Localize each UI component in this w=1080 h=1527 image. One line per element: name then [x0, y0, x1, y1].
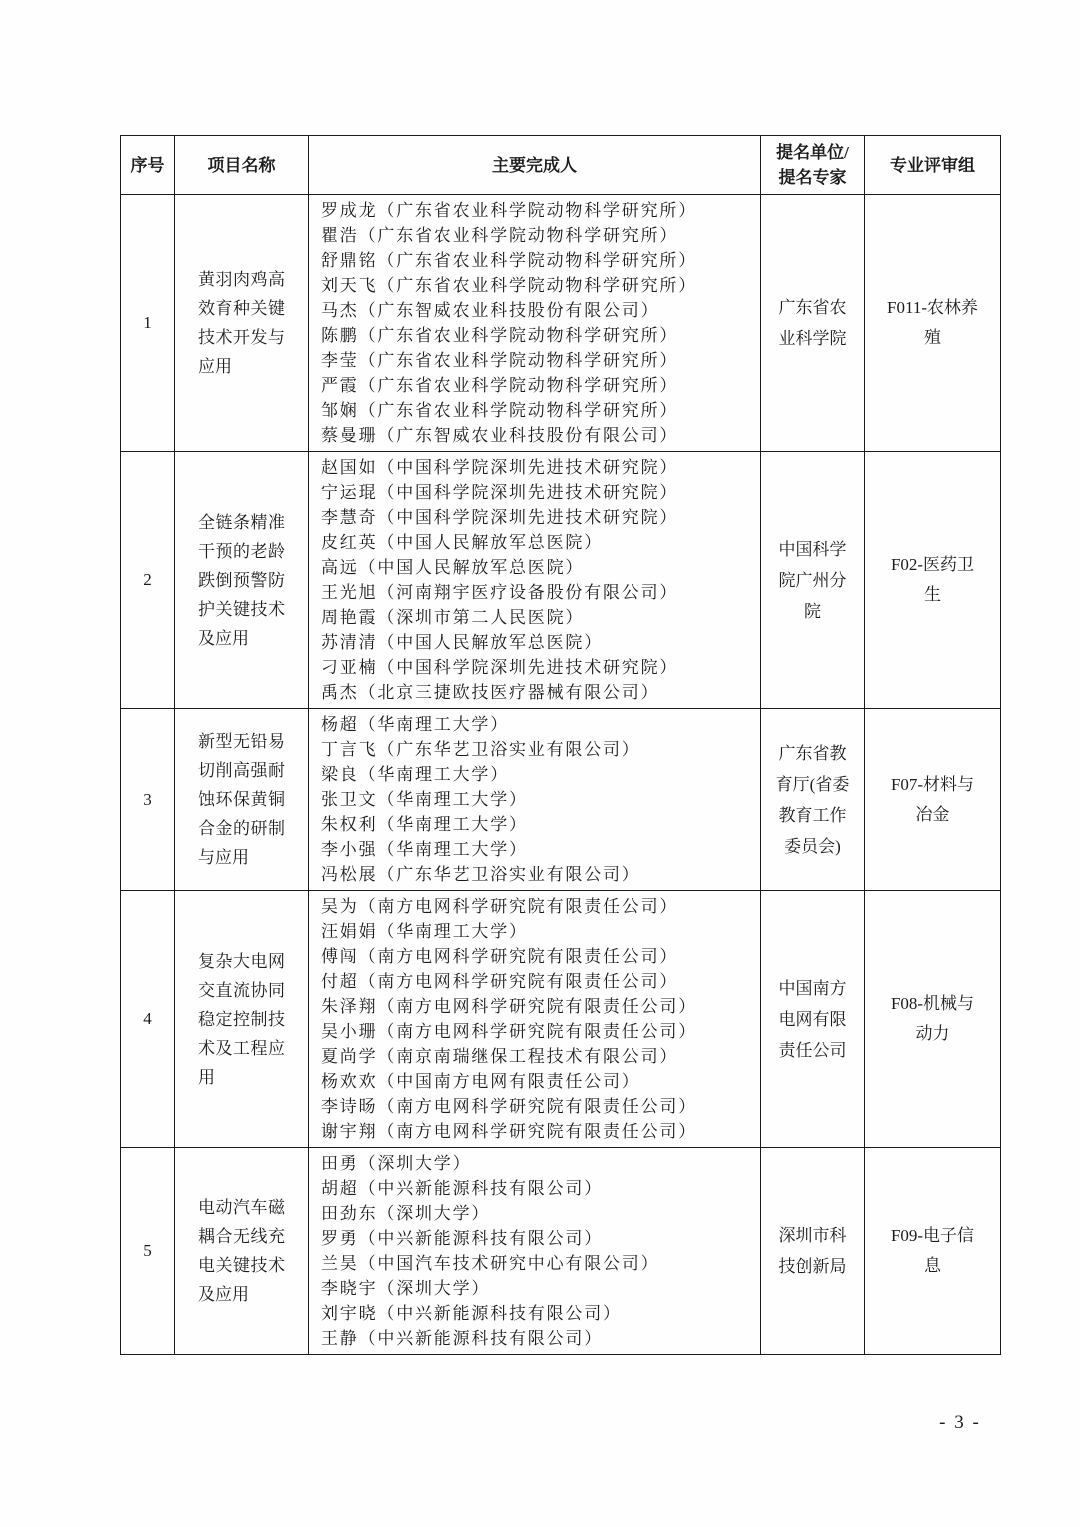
- contributor-line: 李晓宇（深圳大学）: [321, 1279, 491, 1298]
- table-row: [121, 1148, 1001, 1355]
- contributor-line: 周艳霞（深圳市第二人民医院）: [321, 608, 585, 627]
- contributor-line: 高远（中国人民解放军总医院）: [321, 558, 585, 577]
- contributor-line: 邹娴（广东省农业科学院动物科学研究所）: [321, 401, 679, 420]
- contributor-list: [321, 198, 754, 448]
- row-nominator-cell: 中国科学院广州分院: [761, 452, 865, 709]
- contributor-line: 李慧奇（中国科学院深圳先进技术研究院）: [321, 508, 679, 527]
- page-number: - 3 -: [939, 1412, 981, 1433]
- row-nominator-cell: 中国南方电网有限责任公司: [761, 891, 865, 1148]
- contributor-line: 汪娟娟（华南理工大学）: [321, 922, 528, 941]
- contributor-line: 李小强（华南理工大学）: [321, 840, 528, 859]
- row-project-cell: 电动汽车磁耦合无线充电关键技术及应用: [175, 1148, 309, 1355]
- contributor-line: 严霞（广东省农业科学院动物科学研究所）: [321, 376, 679, 395]
- row-index-cell: 5: [121, 1148, 175, 1355]
- row-index-cell: 4: [121, 891, 175, 1148]
- contributor-line: 田勇（深圳大学）: [321, 1154, 472, 1173]
- row-contributors-cell: [309, 891, 761, 1148]
- contributor-line: 李诗旸（南方电网科学研究院有限责任公司）: [321, 1097, 697, 1116]
- contributor-line: 舒鼎铭（广东省农业科学院动物科学研究所）: [321, 251, 697, 270]
- contributor-line: 罗成龙（广东省农业科学院动物科学研究所）: [321, 201, 697, 220]
- contributor-line: 谢宇翔（南方电网科学研究院有限责任公司）: [321, 1122, 697, 1141]
- contributor-line: 陈鹏（广东省农业科学院动物科学研究所）: [321, 326, 679, 345]
- row-project-cell: 复杂大电网交直流协同稳定控制技术及工程应用: [175, 891, 309, 1148]
- table-row: [121, 709, 1001, 891]
- contributor-line: 李莹（广东省农业科学院动物科学研究所）: [321, 351, 679, 370]
- contributor-line: 瞿浩（广东省农业科学院动物科学研究所）: [321, 226, 679, 245]
- contributor-line: 赵国如（中国科学院深圳先进技术研究院）: [321, 458, 679, 477]
- row-contributors-cell: [309, 709, 761, 891]
- contributor-line: 丁言飞（广东华艺卫浴实业有限公司）: [321, 740, 641, 759]
- contributor-line: 刘天飞（广东省农业科学院动物科学研究所）: [321, 276, 697, 295]
- row-index-cell: 1: [121, 195, 175, 452]
- header-review-group: 专业评审组: [865, 136, 1001, 195]
- row-index-cell: 3: [121, 709, 175, 891]
- row-contributors-cell: [309, 1148, 761, 1355]
- contributor-line: 张卫文（华南理工大学）: [321, 790, 528, 809]
- contributor-list: [321, 455, 754, 705]
- header-nominator: 提名单位/提名专家: [761, 136, 865, 195]
- contributor-line: 罗勇（中兴新能源科技有限公司）: [321, 1229, 603, 1248]
- row-review-group-cell: F011-农林养殖: [865, 195, 1001, 452]
- row-nominator-cell: 深圳市科技创新局: [761, 1148, 865, 1355]
- row-nominator-cell: 广东省教育厅(省委教育工作委员会): [761, 709, 865, 891]
- row-review-group-cell: F02-医药卫生: [865, 452, 1001, 709]
- contributor-line: 朱泽翔（南方电网科学研究院有限责任公司）: [321, 997, 697, 1016]
- header-contributors: 主要完成人: [309, 136, 761, 195]
- row-project-cell: 全链条精准干预的老龄跌倒预警防护关键技术及应用: [175, 452, 309, 709]
- contributor-line: 禹杰（北京三捷欧技医疗器械有限公司）: [321, 683, 660, 702]
- header-project: 项目名称: [175, 136, 309, 195]
- contributor-line: 刘宇晓（中兴新能源科技有限公司）: [321, 1304, 622, 1323]
- row-project-cell: 新型无铅易切削高强耐蚀环保黄铜合金的研制与应用: [175, 709, 309, 891]
- contributor-list: [321, 712, 754, 887]
- contributor-line: 苏清清（中国人民解放军总医院）: [321, 633, 603, 652]
- row-contributors-cell: [309, 195, 761, 452]
- contributor-line: 朱权利（华南理工大学）: [321, 815, 528, 834]
- row-review-group-cell: F08-机械与动力: [865, 891, 1001, 1148]
- contributor-line: 皮红英（中国人民解放军总医院）: [321, 533, 603, 552]
- contributor-line: 兰昊（中国汽车技术研究中心有限公司）: [321, 1254, 660, 1273]
- row-contributors-cell: [309, 452, 761, 709]
- award-project-table: [120, 135, 1001, 1355]
- table-row: [121, 891, 1001, 1148]
- contributor-list: [321, 1151, 754, 1351]
- contributor-line: 吴小珊（南方电网科学研究院有限责任公司）: [321, 1022, 697, 1041]
- contributor-list: [321, 894, 754, 1144]
- table-row: [121, 195, 1001, 452]
- contributor-line: 冯松展（广东华艺卫浴实业有限公司）: [321, 865, 641, 884]
- row-project-cell: 黄羽肉鸡高效育种关键技术开发与应用: [175, 195, 309, 452]
- table-header-row: [121, 136, 1001, 195]
- contributor-line: 付超（南方电网科学研究院有限责任公司）: [321, 972, 679, 991]
- header-index: 序号: [121, 136, 175, 195]
- contributor-line: 杨欢欢（中国南方电网有限责任公司）: [321, 1072, 641, 1091]
- contributor-line: 王静（中兴新能源科技有限公司）: [321, 1329, 603, 1348]
- contributor-line: 蔡曼珊（广东智威农业科技股份有限公司）: [321, 426, 679, 445]
- table-body: [121, 195, 1001, 1355]
- contributor-line: 傅闯（南方电网科学研究院有限责任公司）: [321, 947, 679, 966]
- contributor-line: 吴为（南方电网科学研究院有限责任公司）: [321, 897, 679, 916]
- contributor-line: 宁运琨（中国科学院深圳先进技术研究院）: [321, 483, 679, 502]
- contributor-line: 胡超（中兴新能源科技有限公司）: [321, 1179, 603, 1198]
- row-review-group-cell: F09-电子信息: [865, 1148, 1001, 1355]
- table-row: [121, 452, 1001, 709]
- contributor-line: 梁良（华南理工大学）: [321, 765, 509, 784]
- contributor-line: 杨超（华南理工大学）: [321, 715, 509, 734]
- contributor-line: 马杰（广东智威农业科技股份有限公司）: [321, 301, 660, 320]
- row-review-group-cell: F07-材料与冶金: [865, 709, 1001, 891]
- contributor-line: 夏尚学（南京南瑞继保工程技术有限公司）: [321, 1047, 679, 1066]
- row-index-cell: 2: [121, 452, 175, 709]
- contributor-line: 田劲东（深圳大学）: [321, 1204, 491, 1223]
- contributor-line: 王光旭（河南翔宇医疗设备股份有限公司）: [321, 583, 679, 602]
- contributor-line: 刁亚楠（中国科学院深圳先进技术研究院）: [321, 658, 679, 677]
- row-nominator-cell: 广东省农业科学院: [761, 195, 865, 452]
